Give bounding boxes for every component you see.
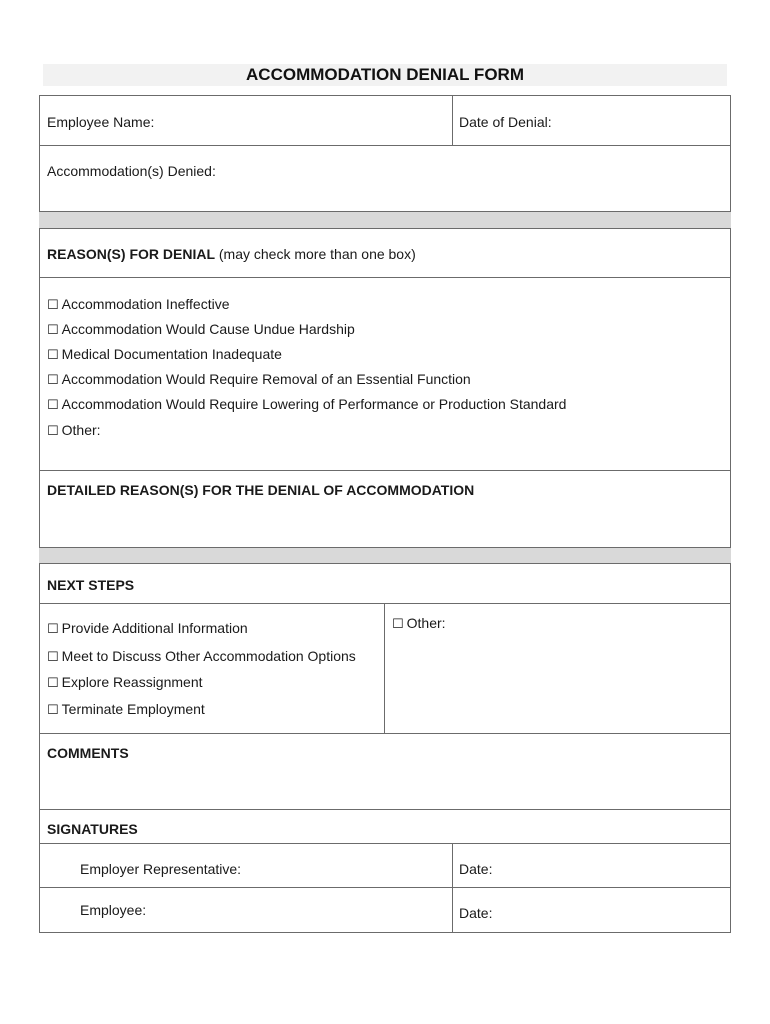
- detailed-reasons-heading: DETAILED REASON(S) FOR THE DENIAL OF ACCOMMODATION: [47, 482, 475, 498]
- row1-divider: [452, 95, 453, 146]
- row-divider: [39, 470, 731, 471]
- row-divider: [39, 887, 731, 888]
- date-of-denial-label: Date of Denial:: [459, 114, 552, 130]
- signatures-divider: [452, 843, 453, 933]
- row-divider: [39, 843, 731, 844]
- next-step-label: Provide Additional Information: [61, 620, 248, 636]
- reason-option-ineffective[interactable]: [47, 295, 230, 315]
- checkbox-icon[interactable]: ☐: [392, 617, 404, 632]
- employee-signature-label: Employee:: [80, 902, 147, 918]
- reason-option-label: Accommodation Would Cause Undue Hardship: [61, 321, 355, 337]
- employer-date-label: Date:: [459, 861, 493, 877]
- next-step-label: Explore Reassignment: [61, 674, 203, 690]
- next-step-terminate[interactable]: [47, 700, 205, 720]
- checkbox-icon[interactable]: ☐: [47, 703, 59, 718]
- section-separator: [39, 211, 731, 229]
- next-step-label: Meet to Discuss Other Accommodation Options: [61, 648, 356, 664]
- checkbox-icon[interactable]: ☐: [47, 424, 59, 439]
- checkbox-icon[interactable]: ☐: [47, 622, 59, 637]
- employer-representative-label: Employer Representative:: [80, 861, 242, 877]
- row-divider: [39, 145, 731, 146]
- next-step-meet-discuss[interactable]: [47, 647, 356, 667]
- reason-option-label: Other:: [61, 422, 101, 438]
- next-step-reassignment[interactable]: [47, 673, 203, 693]
- checkbox-icon[interactable]: ☐: [47, 298, 59, 313]
- reasons-heading-row: [47, 245, 416, 263]
- reasons-note: (may check more than one box): [218, 246, 416, 262]
- next-step-other[interactable]: [392, 614, 446, 634]
- row-divider: [39, 809, 731, 810]
- next-step-label: Terminate Employment: [61, 701, 205, 717]
- reasons-heading: REASON(S) FOR DENIAL: [47, 246, 215, 262]
- reason-option-label: Medical Documentation Inadequate: [61, 346, 282, 362]
- checkbox-icon[interactable]: ☐: [47, 650, 59, 665]
- next-step-additional-info[interactable]: [47, 619, 248, 639]
- row-divider: [39, 277, 731, 278]
- section-separator: [39, 547, 731, 564]
- reason-option-medical-documentation[interactable]: [47, 345, 282, 365]
- checkbox-icon[interactable]: ☐: [47, 373, 59, 388]
- comments-heading: COMMENTS: [47, 745, 129, 761]
- signatures-heading: SIGNATURES: [47, 821, 138, 837]
- form-title: ACCOMMODATION DENIAL FORM: [246, 65, 524, 84]
- reason-option-other[interactable]: [47, 421, 101, 441]
- accommodations-denied-label: Accommodation(s) Denied:: [47, 163, 216, 179]
- reason-option-undue-hardship[interactable]: [47, 320, 355, 340]
- reason-option-essential-function[interactable]: [47, 370, 471, 390]
- next-step-other-label: Other:: [406, 615, 446, 631]
- row-divider: [39, 603, 731, 604]
- checkbox-icon[interactable]: ☐: [47, 348, 59, 363]
- reason-option-label: Accommodation Ineffective: [61, 296, 230, 312]
- next-steps-divider: [384, 603, 385, 734]
- reason-option-label: Accommodation Would Require Lowering of Performance or Production Standard: [61, 396, 567, 412]
- row-divider: [39, 733, 731, 734]
- employee-date-label: Date:: [459, 905, 493, 921]
- employee-name-label: Employee Name:: [47, 114, 155, 130]
- checkbox-icon[interactable]: ☐: [47, 676, 59, 691]
- checkbox-icon[interactable]: ☐: [47, 398, 59, 413]
- reason-option-performance-standard[interactable]: [47, 395, 566, 415]
- next-steps-heading: NEXT STEPS: [47, 577, 135, 593]
- reason-option-label: Accommodation Would Require Removal of an Essential Function: [61, 371, 471, 387]
- checkbox-icon[interactable]: ☐: [47, 323, 59, 338]
